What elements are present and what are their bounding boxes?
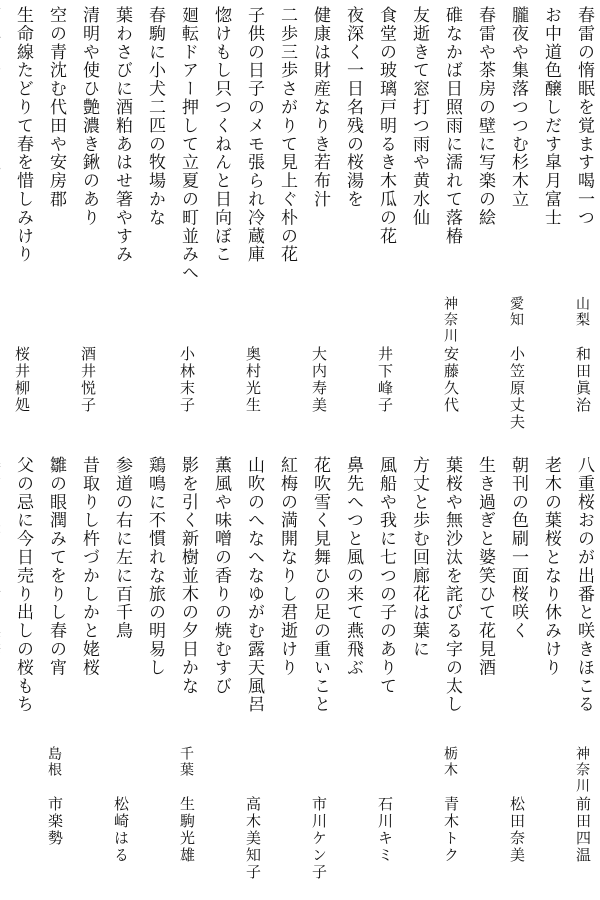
haiku-text: 昔取りし杵づかしかと姥桜 xyxy=(79,456,99,677)
haiku-text: 健康は財産なりき若布汁 xyxy=(310,6,330,209)
haiku-text: 参道の右に左に百千鳥 xyxy=(112,456,132,640)
haiku-text: 二歩三歩さがりて見上ぐ朴の花 xyxy=(277,6,297,264)
haiku-column xyxy=(369,450,402,900)
haiku-text: 子供の日子のメモ張られ冷蔵庫 xyxy=(244,6,264,264)
haiku-column xyxy=(171,0,204,450)
author-name: 安藤久代 xyxy=(442,346,460,414)
haiku-text: 老木の葉桜となり休みけり xyxy=(541,456,561,677)
haiku-column xyxy=(105,0,138,450)
haiku-column xyxy=(39,450,72,900)
author-prefecture: 千葉 xyxy=(178,746,194,778)
haiku-text: 生き過ぎと婆笑ひて花見酒 xyxy=(475,456,495,677)
author-prefecture: 山梨 xyxy=(574,296,590,328)
haiku-text: 碓なかば日照雨に濡れて落椿 xyxy=(442,6,462,246)
haiku-text: 葉桜や無沙汰を詫びる字の太し xyxy=(442,456,462,714)
author-prefecture: 愛知 xyxy=(508,296,524,328)
haiku-column xyxy=(204,450,237,900)
author-name: 市楽勢 xyxy=(46,796,64,847)
bottom-columns xyxy=(0,450,600,900)
haiku-text: 春駒に小犬二匹の牧場かな xyxy=(145,6,165,227)
haiku-column xyxy=(0,450,6,900)
author-name: 大内寿美 xyxy=(310,346,328,414)
haiku-text: 風船や我に七つの子のありて xyxy=(376,456,396,696)
author-name: 市川ケン子 xyxy=(310,796,328,881)
bottom-section xyxy=(0,450,600,900)
haiku-column xyxy=(270,0,303,450)
author-name: 松崎はる xyxy=(112,796,130,864)
author-name: 小林末子 xyxy=(178,346,196,414)
haiku-column xyxy=(72,450,105,900)
haiku-column xyxy=(336,0,369,450)
haiku-column xyxy=(303,0,336,450)
author-prefecture: 栃木 xyxy=(442,746,458,778)
haiku-column xyxy=(303,450,336,900)
haiku-column xyxy=(435,0,468,450)
author-name: 井下峰子 xyxy=(376,346,394,414)
haiku-text: 雛の眼潤みてをりし春の宵 xyxy=(46,456,66,677)
haiku-text: 薫風や味噌の香りの焼むすび xyxy=(211,456,231,696)
haiku-column xyxy=(171,450,204,900)
author-name: 奥村光生 xyxy=(244,346,262,414)
haiku-text: 食堂の玻璃戸明るき木瓜の花 xyxy=(376,6,396,246)
haiku-column xyxy=(534,0,567,450)
author-name: 前田四温 xyxy=(574,796,592,864)
haiku-text: 廻転ドアー押して立夏の町並みへ xyxy=(178,6,198,282)
author-name: 小笠原丈夫 xyxy=(508,346,526,431)
haiku-text: 鼻先へつと風の来て燕飛ぶ xyxy=(343,456,363,677)
haiku-column xyxy=(567,450,600,900)
haiku-column xyxy=(138,450,171,900)
haiku-column xyxy=(138,0,171,450)
haiku-text: 方丈と歩む回廊花は葉に xyxy=(409,456,429,659)
haiku-column xyxy=(501,0,534,450)
haiku-text: 鶏鳴に不慣れな旅の明易し xyxy=(145,456,165,677)
author-prefecture: 神奈川 xyxy=(574,746,590,794)
author-name: 生駒光雄 xyxy=(178,796,196,864)
author-name: 和田眞治 xyxy=(574,346,592,414)
author-name: 高木美知子 xyxy=(244,796,262,881)
haiku-text: 紅梅の満開なりし君逝けり xyxy=(277,456,297,677)
haiku-text: 父の忌に今日売り出しの桜もち xyxy=(13,456,33,714)
haiku-text: 友逝きて窓打つ雨や黄水仙 xyxy=(409,6,429,227)
haiku-column xyxy=(72,0,105,450)
author-name: 石川キミ xyxy=(376,796,394,864)
haiku-text: 春雷の惰眠を覚ます喝一つ xyxy=(574,6,594,227)
haiku-text: 山吹のへなへなゆがむ露天風呂 xyxy=(244,456,264,714)
haiku-column xyxy=(237,450,270,900)
haiku-column xyxy=(6,450,39,900)
author-prefecture: 島根 xyxy=(46,746,62,778)
haiku-column xyxy=(402,450,435,900)
haiku-text: お中道色醸しだす皐月富士 xyxy=(541,6,561,227)
haiku-column xyxy=(468,450,501,900)
haiku-text: 生命線たどりて春を惜しみけり xyxy=(13,6,33,264)
haiku-text: 空の青沈む代田や安房郡 xyxy=(46,6,66,209)
haiku-text: 朧夜や集落つつむ杉木立 xyxy=(508,6,528,209)
haiku-column xyxy=(435,450,468,900)
haiku-column xyxy=(105,450,138,900)
haiku-column xyxy=(270,450,303,900)
haiku-column xyxy=(237,0,270,450)
haiku-text: 影を引く新樹並木の夕日かな xyxy=(178,456,198,696)
haiku-column xyxy=(336,450,369,900)
haiku-text: 花吹雪く見舞ひの足の重いこと xyxy=(310,456,330,714)
haiku-column xyxy=(567,0,600,450)
haiku-text: 清明や使ひ艶濃き鍬のあり xyxy=(79,6,99,227)
author-prefecture: 神奈川 xyxy=(442,296,458,344)
haiku-text: 八重桜おのが出番と咲きほこる xyxy=(574,456,594,714)
haiku-column xyxy=(204,0,237,450)
author-name: 酒井悦子 xyxy=(79,346,97,414)
haiku-text: 春雷や茶房の壁に写楽の絵 xyxy=(475,6,495,227)
haiku-column xyxy=(468,0,501,450)
haiku-text: 葉わさびに酒粕あはせ箸やすみ xyxy=(112,6,132,264)
author-name: 青木トク xyxy=(442,796,460,864)
author-name: 松田奈美 xyxy=(508,796,526,864)
haiku-column xyxy=(39,0,72,450)
haiku-column xyxy=(369,0,402,450)
author-name: 桜井柳処 xyxy=(13,346,31,414)
haiku-text: 朝刊の色刷一面桜咲く xyxy=(508,456,528,640)
haiku-column xyxy=(6,0,39,450)
haiku-text: 夜深く一日名残の桜湯を xyxy=(343,6,363,209)
haiku-text: 惚けもし只つくねんと日向ぼこ xyxy=(211,6,231,264)
haiku-column xyxy=(402,0,435,450)
haiku-column xyxy=(501,450,534,900)
haiku-column xyxy=(534,450,567,900)
haiku-column xyxy=(0,0,6,450)
